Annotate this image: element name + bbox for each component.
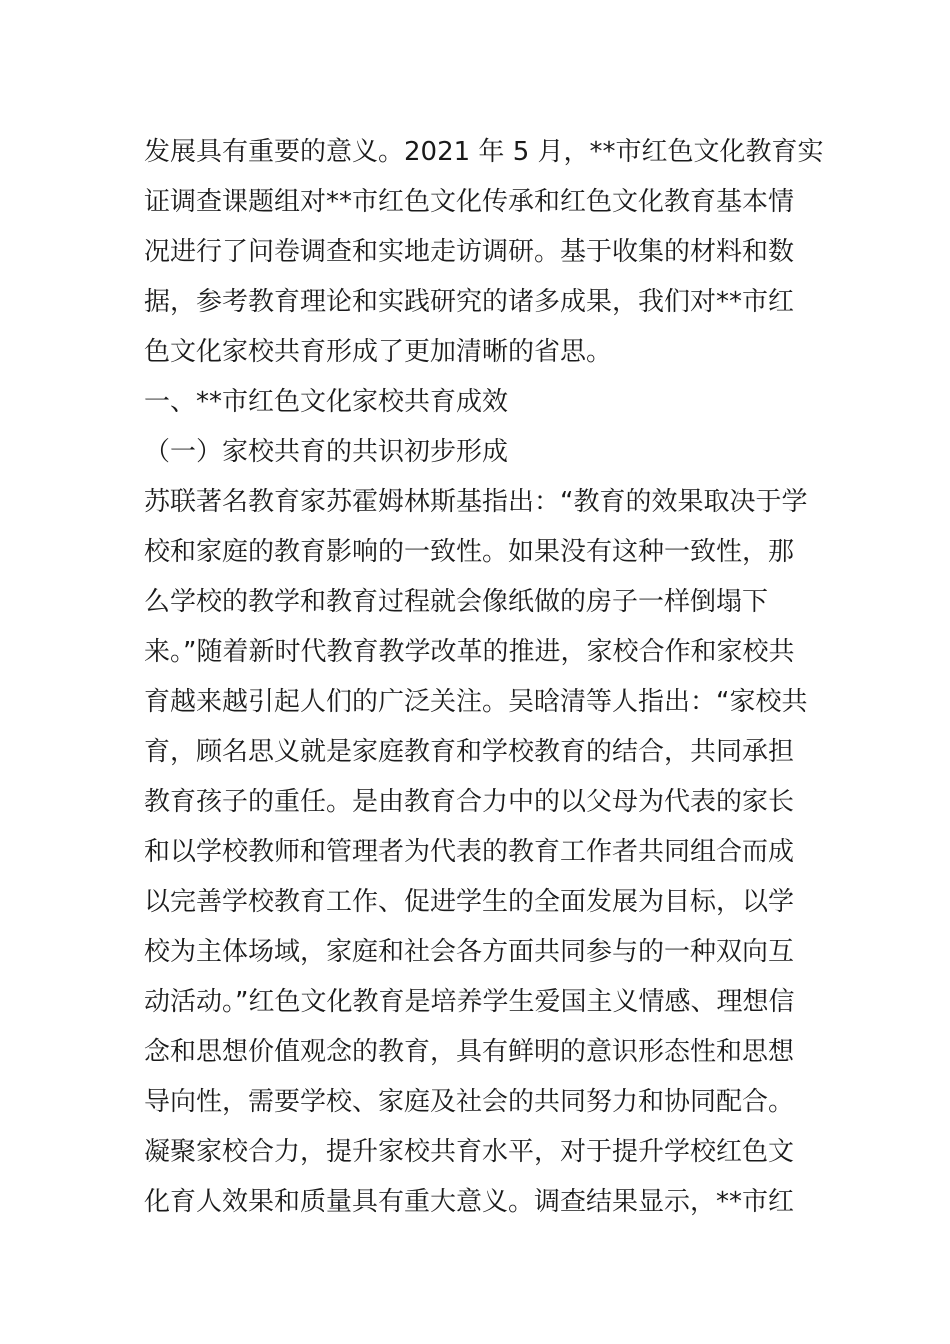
text-line: 发展具有重要的意义。2021 年 5 月，**市红色文化教育实 — [144, 137, 824, 167]
text-line: 色文化家校共育形成了更加清晰的省思。 — [144, 337, 613, 367]
text-line: 念和思想价值观念的教育，具有鲜明的意识形态性和思想 — [144, 1037, 795, 1067]
subsection-heading: （一）家校共育的共识初步形成 — [144, 437, 509, 467]
text-line: 况进行了问卷调查和实地走访调研。基于收集的材料和数 — [144, 237, 795, 267]
text-line: 凝聚家校合力，提升家校共育水平，对于提升学校红色文 — [144, 1137, 795, 1167]
text-line: 育越来越引起人们的广泛关注。吴晗清等人指出：“家校共 — [144, 687, 808, 717]
text-line: 么学校的教学和教育过程就会像纸做的房子一样倒塌下 — [144, 587, 769, 617]
text-line: 动活动。”红色文化教育是培养学生爱国主义情感、理想信 — [144, 987, 795, 1017]
text-line: 据，参考教育理论和实践研究的诸多成果，我们对**市红 — [144, 287, 795, 317]
text-line: 导向性，需要学校、家庭及社会的共同努力和协同配合。 — [144, 1087, 795, 1117]
text-line: 育，顾名思义就是家庭教育和学校教育的结合，共同承担 — [144, 737, 795, 767]
text-line: 校为主体场域，家庭和社会各方面共同参与的一种双向互 — [144, 937, 795, 967]
text-line: 化育人效果和质量具有重大意义。调查结果显示，**市红 — [144, 1187, 795, 1217]
text-line: 教育孩子的重任。是由教育合力中的以父母为代表的家长 — [144, 787, 795, 817]
text-line: 苏联著名教育家苏霍姆林斯基指出：“教育的效果取决于学 — [144, 487, 808, 517]
text-line: 以完善学校教育工作、促进学生的全面发展为目标，以学 — [144, 887, 795, 917]
text-line: 来。”随着新时代教育教学改革的推进，家校合作和家校共 — [144, 637, 795, 667]
text-line: 和以学校教师和管理者为代表的教育工作者共同组合而成 — [144, 837, 795, 867]
text-line: 校和家庭的教育影响的一致性。如果没有这种一致性，那 — [144, 537, 795, 567]
body-text — [144, 127, 824, 1227]
text-line: 证调查课题组对**市红色文化传承和红色文化教育基本情 — [144, 187, 795, 217]
section-heading: 一、**市红色文化家校共育成效 — [144, 387, 509, 417]
